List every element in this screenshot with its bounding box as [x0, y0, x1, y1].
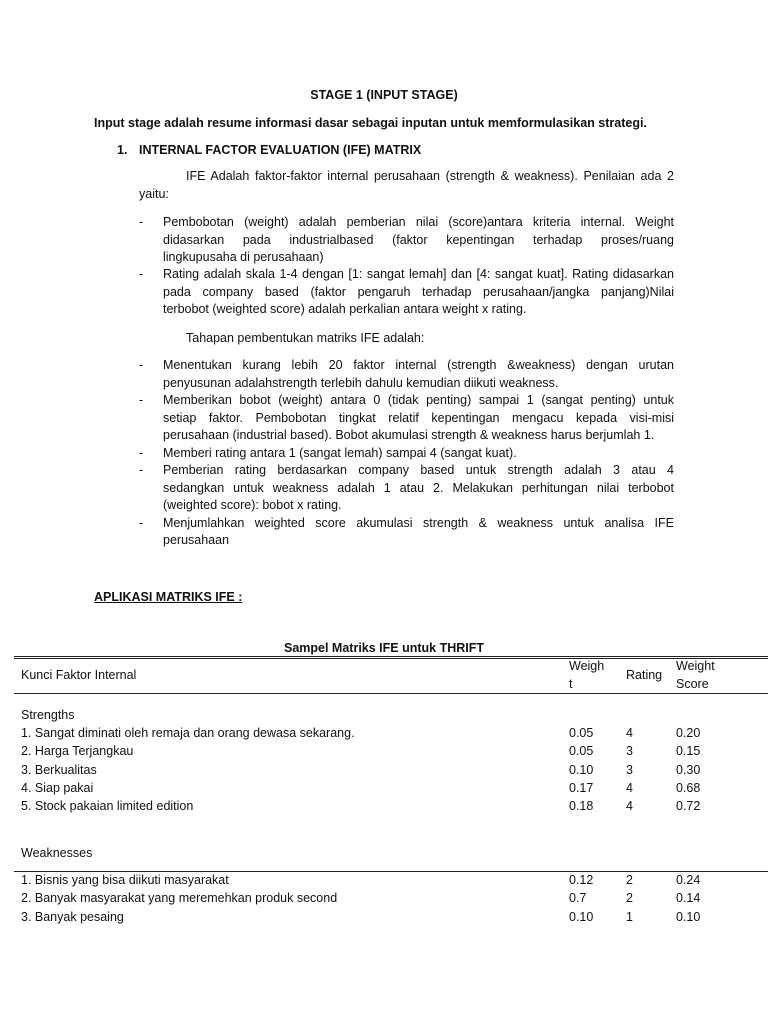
col-rating: Rating [626, 668, 663, 682]
section-heading: INTERNAL FACTOR EVALUATION (IFE) MATRIX [139, 143, 422, 157]
list-item: - Memberi rating antara 1 (sangat lemah) sampai 4 (sangat kuat). [139, 445, 517, 460]
application-heading: APLIKASI MATRIKS IFE : [94, 590, 243, 604]
list-item: - Memberikan bobot (weight) antara 0 (tidak penting) sampai 1 (sangat penting) untuk setiap faktor. Pembobotan tingkat relatif kepentingan mengacu kepada visi-misi perusahaan (industrial based). Bobot akumulasi strength & weakness harus berjumlah 1. [139, 393, 674, 442]
list-item: - Menentukan kurang lebih 20 faktor internal (strength &weakness) dengan urutan penyusunan adalahstrength terlebih dahulu kemudian diikuti weakness. [139, 358, 674, 390]
table-row: 4. Siap pakai 0.17 4 0.68 [21, 781, 701, 795]
page-title: STAGE 1 (INPUT STAGE) [310, 88, 458, 102]
col-score: Weight [676, 659, 715, 673]
table-row: 5. Stock pakaian limited edition 0.18 4 0.72 [21, 799, 701, 813]
table-row: 1. Bisnis yang bisa diikuti masyarakat 0.12 2 0.24 [21, 873, 701, 887]
table-caption: Sampel Matriks IFE untuk THRIFT [283, 641, 485, 655]
weaknesses-rule [14, 871, 768, 872]
list-item: - Pembobotan (weight) adalah pemberian nilai (score)antara kriteria internal. Weight didasarkan pada industrialbased (faktor kepentingan terhadap proses/ruang lingkupusaha di perusahaan) [139, 215, 674, 264]
table-row: 3. Berkualitas 0.10 3 0.30 [21, 763, 701, 777]
col-score-wrap: Score [676, 677, 709, 691]
bullet-list-2 [0, 357, 768, 550]
col-factor: Kunci Faktor Internal [21, 668, 137, 682]
list-item: - Pemberian rating berdasarkan company based untuk strength adalah 3 atau 4 sedangkan untuk weakness adalah 1 atau 2. Melakukan perhitungan nilai terbobot (weighted score): bobot x rating. [139, 463, 674, 512]
weaknesses-label: Weaknesses [21, 846, 93, 860]
table-row: 2. Harga Terjangkau 0.05 3 0.15 [21, 744, 701, 758]
col-weight: Weigh [569, 659, 605, 673]
stages-intro: Tahapan pembentukan matriks IFE adalah: [186, 331, 425, 345]
table-row: 2. Banyak masyarakat yang meremehkan produk second 0.7 2 0.14 [21, 891, 701, 905]
strengths-label: Strengths [21, 708, 75, 722]
table-row: 3. Banyak pesaing 0.10 1 0.10 [21, 910, 701, 924]
bullet-list-1 [0, 214, 768, 318]
table-header [0, 659, 768, 693]
col-weight-wrap: t [569, 677, 573, 691]
list-item: - Rating adalah skala 1-4 dengan [1: sangat lemah] dan [4: sangat kuat]. Rating didasarkan pada company based (faktor pengaruh terhadap perusahaan/jangka panjang)Nilai terbobot (weighted score) adalah perkalian antara weight x rating. [139, 267, 674, 316]
table-header-rule [14, 693, 768, 694]
table-row: 1. Sangat diminati oleh remaja dan orang dewasa sekarang. 0.05 4 0.20 [21, 726, 701, 740]
ife-paragraph-line1: IFE Adalah faktor-faktor internal perusahaan (strength & weakness). Penilaian ada 2 [186, 169, 674, 183]
section-number: 1. [117, 143, 128, 157]
list-item: - Menjumlahkan weighted score akumulasi strength & weakness untuk analisa IFE perusahaan [139, 515, 674, 547]
ife-paragraph-line2: yaitu: [139, 187, 169, 201]
table-top-rule [14, 656, 768, 657]
intro-text: Input stage adalah resume informasi dasar sebagai inputan untuk memformulasikan strategi. [94, 116, 647, 130]
